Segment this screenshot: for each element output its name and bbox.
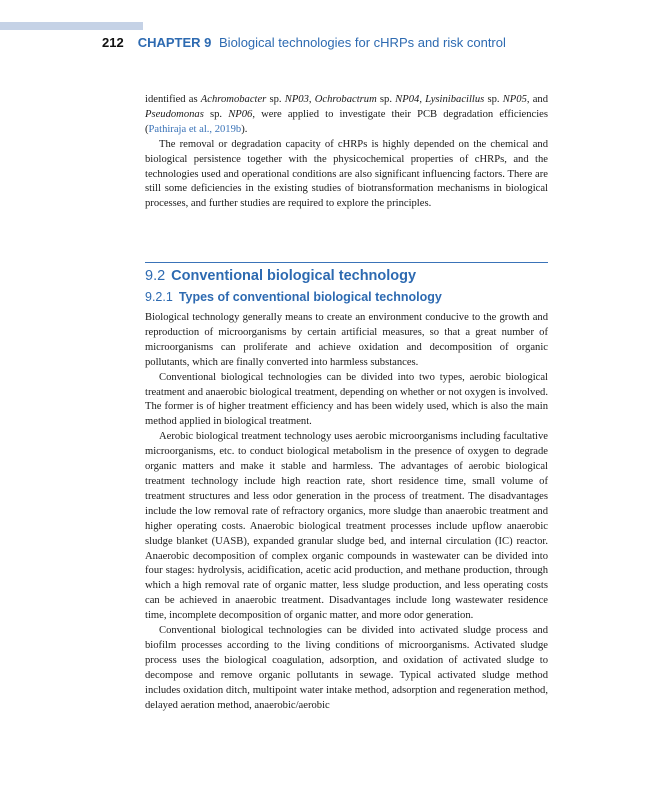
paragraph: identified as Achromobacter sp. NP03, Ochrobactrum sp. NP04, Lysinibacillus sp. NP05, and Pseudomonas sp. NP06, were applied to investigate their PCB degradation efficiencies (Pathiraja et al., 2019b). [145,94,549,135]
subsection-heading [145,290,442,304]
section-number: 9.2 [145,268,166,284]
section-title: Conventional biological technology [171,268,417,284]
main-text-block [145,311,548,713]
paragraph: Conventional biological technologies can be divided into two types, aerobic biological treatment and anaerobic biological treatment, depending on whether or not oxygen is involved. The former is of higher treatment efficiency and has been widely used, which is also the main method applied in biological treatment. [145,371,548,428]
section-heading [145,268,416,284]
subsection-number: 9.2.1 [145,290,173,304]
paragraph: Conventional biological technologies can be divided into activated sludge process and biofilm processes according to the living conditions of microorganisms. Activated sludge process uses the biological coagulation, adsorption, and oxidation of activated sludge to decompose and remove organic pollutants in sewage. Typical activated sludge method includes oxidation ditch, multipoint water intake method, adsorption and regeneration method, delayed aeration method, anaerobic/aerobic [145,625,548,711]
paragraph: The removal or degradation capacity of cHRPs is highly depended on the chemical and biological persistence together with the physicochemical properties of cHRPs, and the technologies used and operational conditions are also significant influencing factors. There are still some deficiencies in the existing studies of biotransformation mechanisms in biological processes, and further studies are required to explore the principles. [145,138,548,210]
header-accent-bar [0,22,143,30]
paragraph: Aerobic biological treatment technology uses aerobic microorganisms including facultative microorganisms, etc. to conduct biological metabolism in the presence of oxygen to degrade organic matters and make it stable and harmless. The advantages of aerobic biological treatment technology include high reaction rate, short residence time, small volume of treatment structures and less odor generation in the process of treatment. The disadvantages include the low removal rate of refractory organics, more sludge than anaerobic treatment and higher operating costs. Anaerobic biological treatment processes include upflow anaerobic sludge blanket (UASB), expanded granular sludge bed, and internal circulation (IC) reactor. Anaerobic decomposition of complex organic compounds in wastewater can be divided into four stages: hydrolysis, acidification, acetic acid production, and methane production, through which a high removal rate of organic matter, less sludge production, and less operating costs can be achieved in anaerobic treatment. Disadvantages include long wastewater residence time, incomplete decomposition of organic matter, and more odor generation. [145,431,548,622]
paragraph: Biological technology generally means to create an environment conducive to the growth and reproduction of microorganisms by certain artificial measures, so that a great number of microorganisms can proliferate and achieve oxidation and decomposition of organic pollutants, which are finally converted into harmless substances. [145,312,548,368]
top-text-block [145,93,548,212]
citation-link[interactable]: Pathiraja et al., 2019b [148,123,242,135]
subsection-title: Types of conventional biological technology [178,290,442,304]
chapter-label: CHAPTER 9 [137,35,212,50]
section-divider [145,262,548,263]
chapter-title: Biological technologies for cHRPs and risk control [219,35,506,50]
page-number: 212 [102,35,124,50]
running-header [102,35,506,50]
